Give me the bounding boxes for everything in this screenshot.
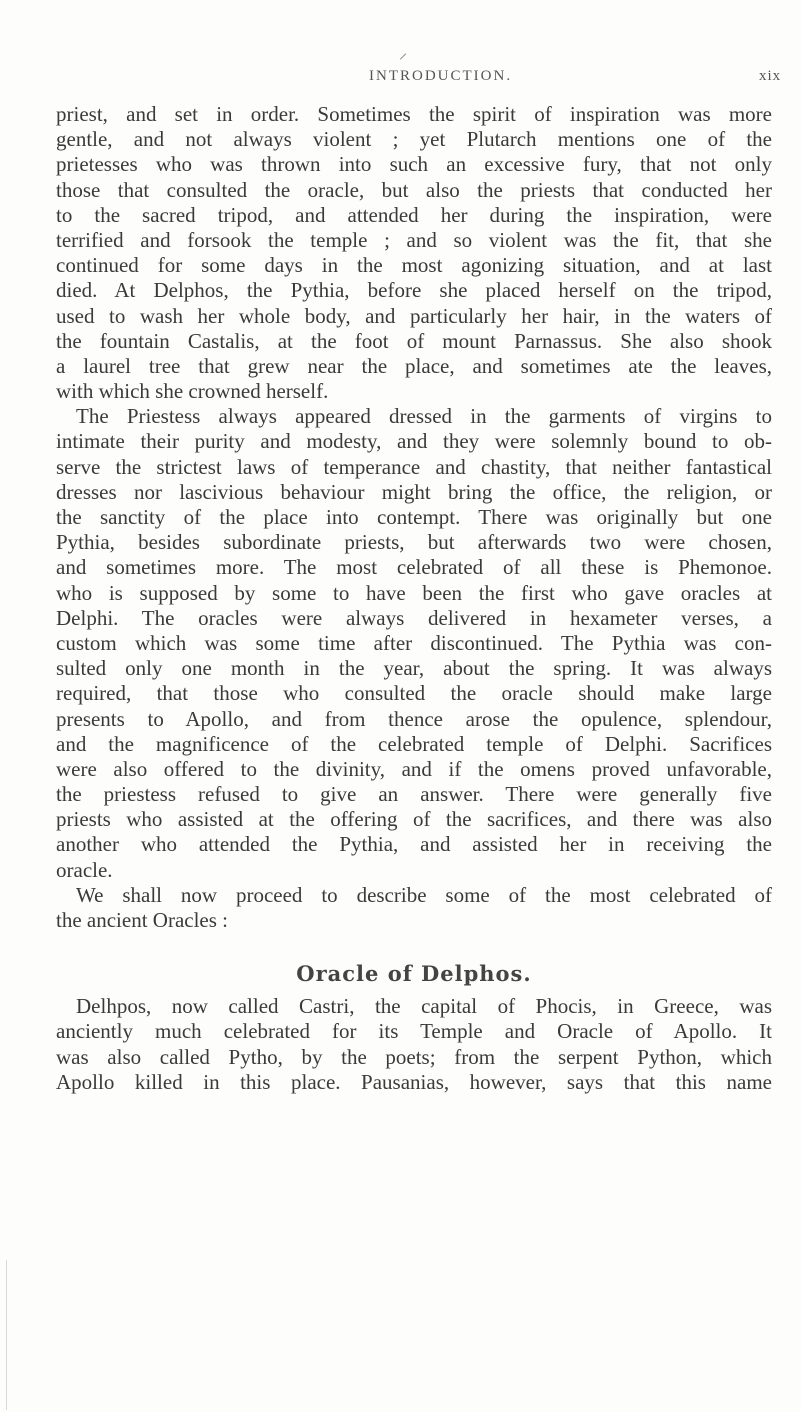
text-line: custom which was some time after discontinued. The Pythia was con- <box>56 630 772 655</box>
text-line: used to wash her whole body, and particularly her hair, in the waters of <box>56 303 772 328</box>
text-line: priest, and set in order. Sometimes the spirit of inspiration was more <box>56 102 772 126</box>
text-line: those that consulted the oracle, but also the priests that conducted her <box>56 177 772 202</box>
text-line: a laurel tree that grew near the place, and sometimes ate the leaves, <box>56 353 772 378</box>
text-line: oracle. <box>56 857 113 882</box>
text-line: Apollo killed in this place. Pausanias, however, says that this name <box>56 1069 772 1094</box>
text-line: were also offered to the divinity, and if the omens proved unfavorable, <box>56 756 772 781</box>
text-line: who is supposed by some to have been the first who gave oracles at <box>56 580 772 605</box>
text-line: serve the strictest laws of temperance and chastity, that neither fantastical <box>56 454 772 479</box>
text-line: to the sacred tripod, and attended her during the inspiration, were <box>56 202 772 227</box>
text-line: dresses nor lascivious behaviour might bring the office, the religion, or <box>56 479 772 504</box>
running-head: INTRODUCTION. <box>369 68 513 84</box>
paragraph-2 <box>56 404 772 883</box>
text-line: sulted only one month in the year, about the spring. It was always <box>56 656 772 681</box>
text-line: anciently much celebrated for its Temple and Oracle of Apollo. It <box>56 1019 772 1044</box>
text-line: intimate their purity and modesty, and they were solemnly bound to ob- <box>56 429 772 454</box>
text-line: Delhpos, now called Castri, the capital of Phocis, in Greece, was <box>76 994 772 1019</box>
text-line: the priestess refused to give an answer. There were generally five <box>56 782 772 807</box>
text-line: gentle, and not always violent ; yet Plutarch mentions one of the <box>56 127 772 152</box>
text-line: Pythia, besides subordinate priests, but afterwards two were chosen, <box>56 530 772 555</box>
text-line: and the magnificence of the celebrated temple of Delphi. Sacrifices <box>56 731 772 756</box>
body-text <box>56 102 772 1095</box>
text-line: another who attended the Pythia, and assisted her in receiving the <box>56 832 772 857</box>
text-line: prietesses who was thrown into such an excessive fury, that not only <box>56 152 772 177</box>
text-line: Delphi. The oracles were always delivered in hexameter verses, a <box>56 605 772 630</box>
text-line: priests who assisted at the offering of the sacrifices, and there was also <box>56 807 772 832</box>
text-line: We shall now proceed to describe some of the most celebrated of <box>76 882 772 907</box>
text-line: the ancient Oracles : <box>56 908 228 932</box>
text-line: and sometimes more. The most celebrated of all these is Phemonoe. <box>56 555 772 580</box>
section-heading: Oracle of Delphos. <box>296 961 532 987</box>
text-line: the sanctity of the place into contempt. There was originally but one <box>56 505 772 529</box>
text-line: the fountain Castalis, at the foot of mount Parnassus. She also shook <box>56 328 772 353</box>
text-line: died. At Delphos, the Pythia, before she placed herself on the tripod, <box>56 278 772 303</box>
pencil-mark <box>400 53 406 59</box>
page-header <box>0 68 801 92</box>
page-edge-shadow <box>6 1260 7 1410</box>
page-number: xix <box>759 68 782 84</box>
paragraph-4 <box>56 994 772 1095</box>
text-line: The Priestess always appeared dressed in the garments of virgins to <box>76 404 772 429</box>
text-line: required, that those who consulted the oracle should make large <box>56 681 772 706</box>
text-line: was also called Pytho, by the poets; from the serpent Python, which <box>56 1044 772 1069</box>
paragraph-1 <box>56 102 772 404</box>
text-line: terrified and forsook the temple ; and so violent was the fit, that she <box>56 227 772 252</box>
text-line: with which she crowned herself. <box>56 379 329 404</box>
text-line: continued for some days in the most agonizing situation, and at last <box>56 253 772 278</box>
text-line: presents to Apollo, and from thence arose the opulence, splendour, <box>56 706 772 731</box>
paragraph-3 <box>56 883 772 933</box>
